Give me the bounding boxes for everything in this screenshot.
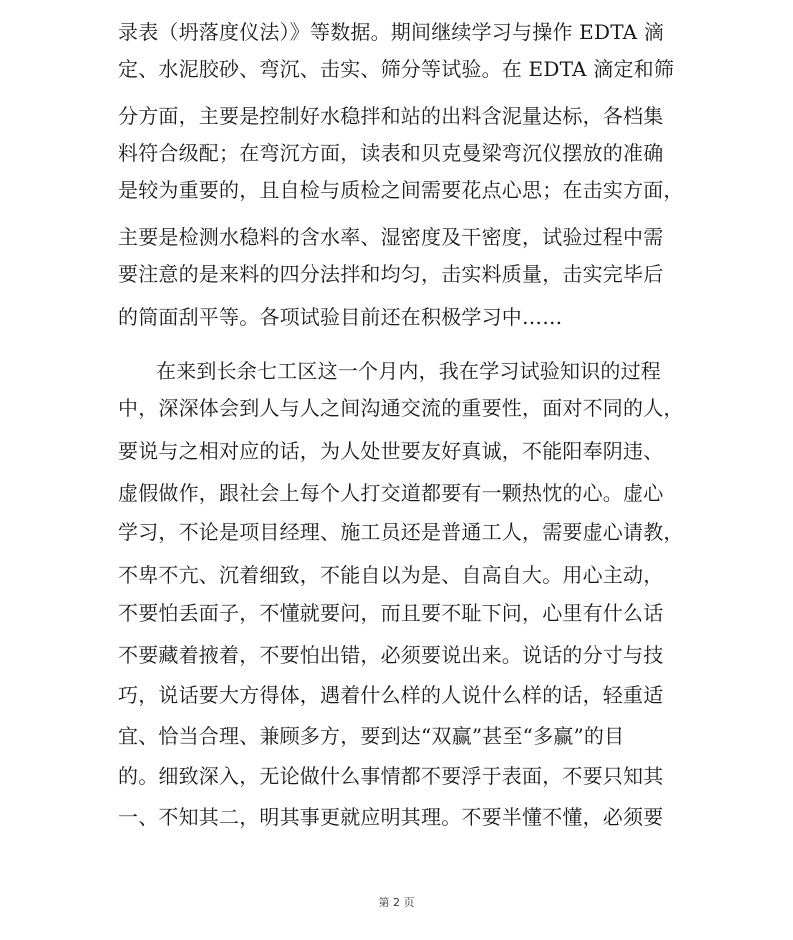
paragraph-2-line-7: 不要怕丢面子，不懂就要问，而且要不耻下问，心里有什么话: [118, 601, 664, 625]
paragraph-1-line-3: 分方面，主要是控制好水稳拌和站的出料含泥量达标，各档集: [118, 104, 664, 128]
paragraph-2-line-1: 在来到长余七工区这一个月内，我在学习试验知识的过程: [156, 359, 661, 383]
paragraph-1-line-4: 料符合级配；在弯沉方面，读表和贝克曼梁弯沉仪摆放的准确: [118, 141, 664, 165]
paragraph-1-line-7: 要注意的是来料的四分法拌和均匀，击实料质量，击实完毕后: [118, 262, 664, 286]
paragraph-2-line-4: 虚假做作，跟社会上每个人打交道都要有一颗热忱的心。虚心: [118, 481, 664, 505]
paragraph-1-line-6: 主要是检测水稳料的含水率、湿密度及干密度，试验过程中需: [118, 225, 664, 249]
paragraph-2-line-2: 中，深深体会到人与人之间沟通交流的重要性，面对不同的人，: [118, 396, 684, 420]
paragraph-2-line-10: 宜、恰当合理、兼顾多方，要到达“双赢”甚至“多赢”的目: [118, 724, 625, 748]
paragraph-1-line-2: 定、水泥胶砂、弯沉、击实、筛分等试验。在 EDTA 滴定和筛: [118, 57, 675, 81]
paragraph-2-line-11: 的。细致深入，无论做什么事情都不要浮于表面，不要只知其: [118, 764, 664, 788]
paragraph-2-line-6: 不卑不亢、沉着细致，不能自以为是、自高自大。用心主动，: [118, 563, 664, 587]
page-number: 第 2 页: [378, 896, 415, 909]
paragraph-1-line-8: 的筒面刮平等。各项试验目前还在积极学习中……: [118, 305, 563, 329]
paragraph-2-line-3: 要说与之相对应的话，为人处世要友好真诚，不能阳奉阴违、: [118, 439, 664, 463]
paragraph-2-line-12: 一、不知其二，明其事更就应明其理。不要半懂不懂，必须要: [118, 805, 664, 829]
paragraph-2-line-9: 巧，说话要大方得体，遇着什么样的人说什么样的话，轻重适: [118, 683, 664, 707]
paragraph-2-line-8: 不要藏着掖着，不要怕出错，必须要说出来。说话的分寸与技: [118, 643, 664, 667]
paragraph-1-line-5: 是较为重要的，且自检与质检之间需要花点心思；在击实方面，: [118, 178, 684, 202]
paragraph-1-line-1: 录表（坍落度仪法）》等数据。期间继续学习与操作 EDTA 滴: [118, 20, 665, 44]
paragraph-2-line-5: 学习，不论是项目经理、施工员还是普通工人，需要虚心请教，: [118, 520, 684, 544]
